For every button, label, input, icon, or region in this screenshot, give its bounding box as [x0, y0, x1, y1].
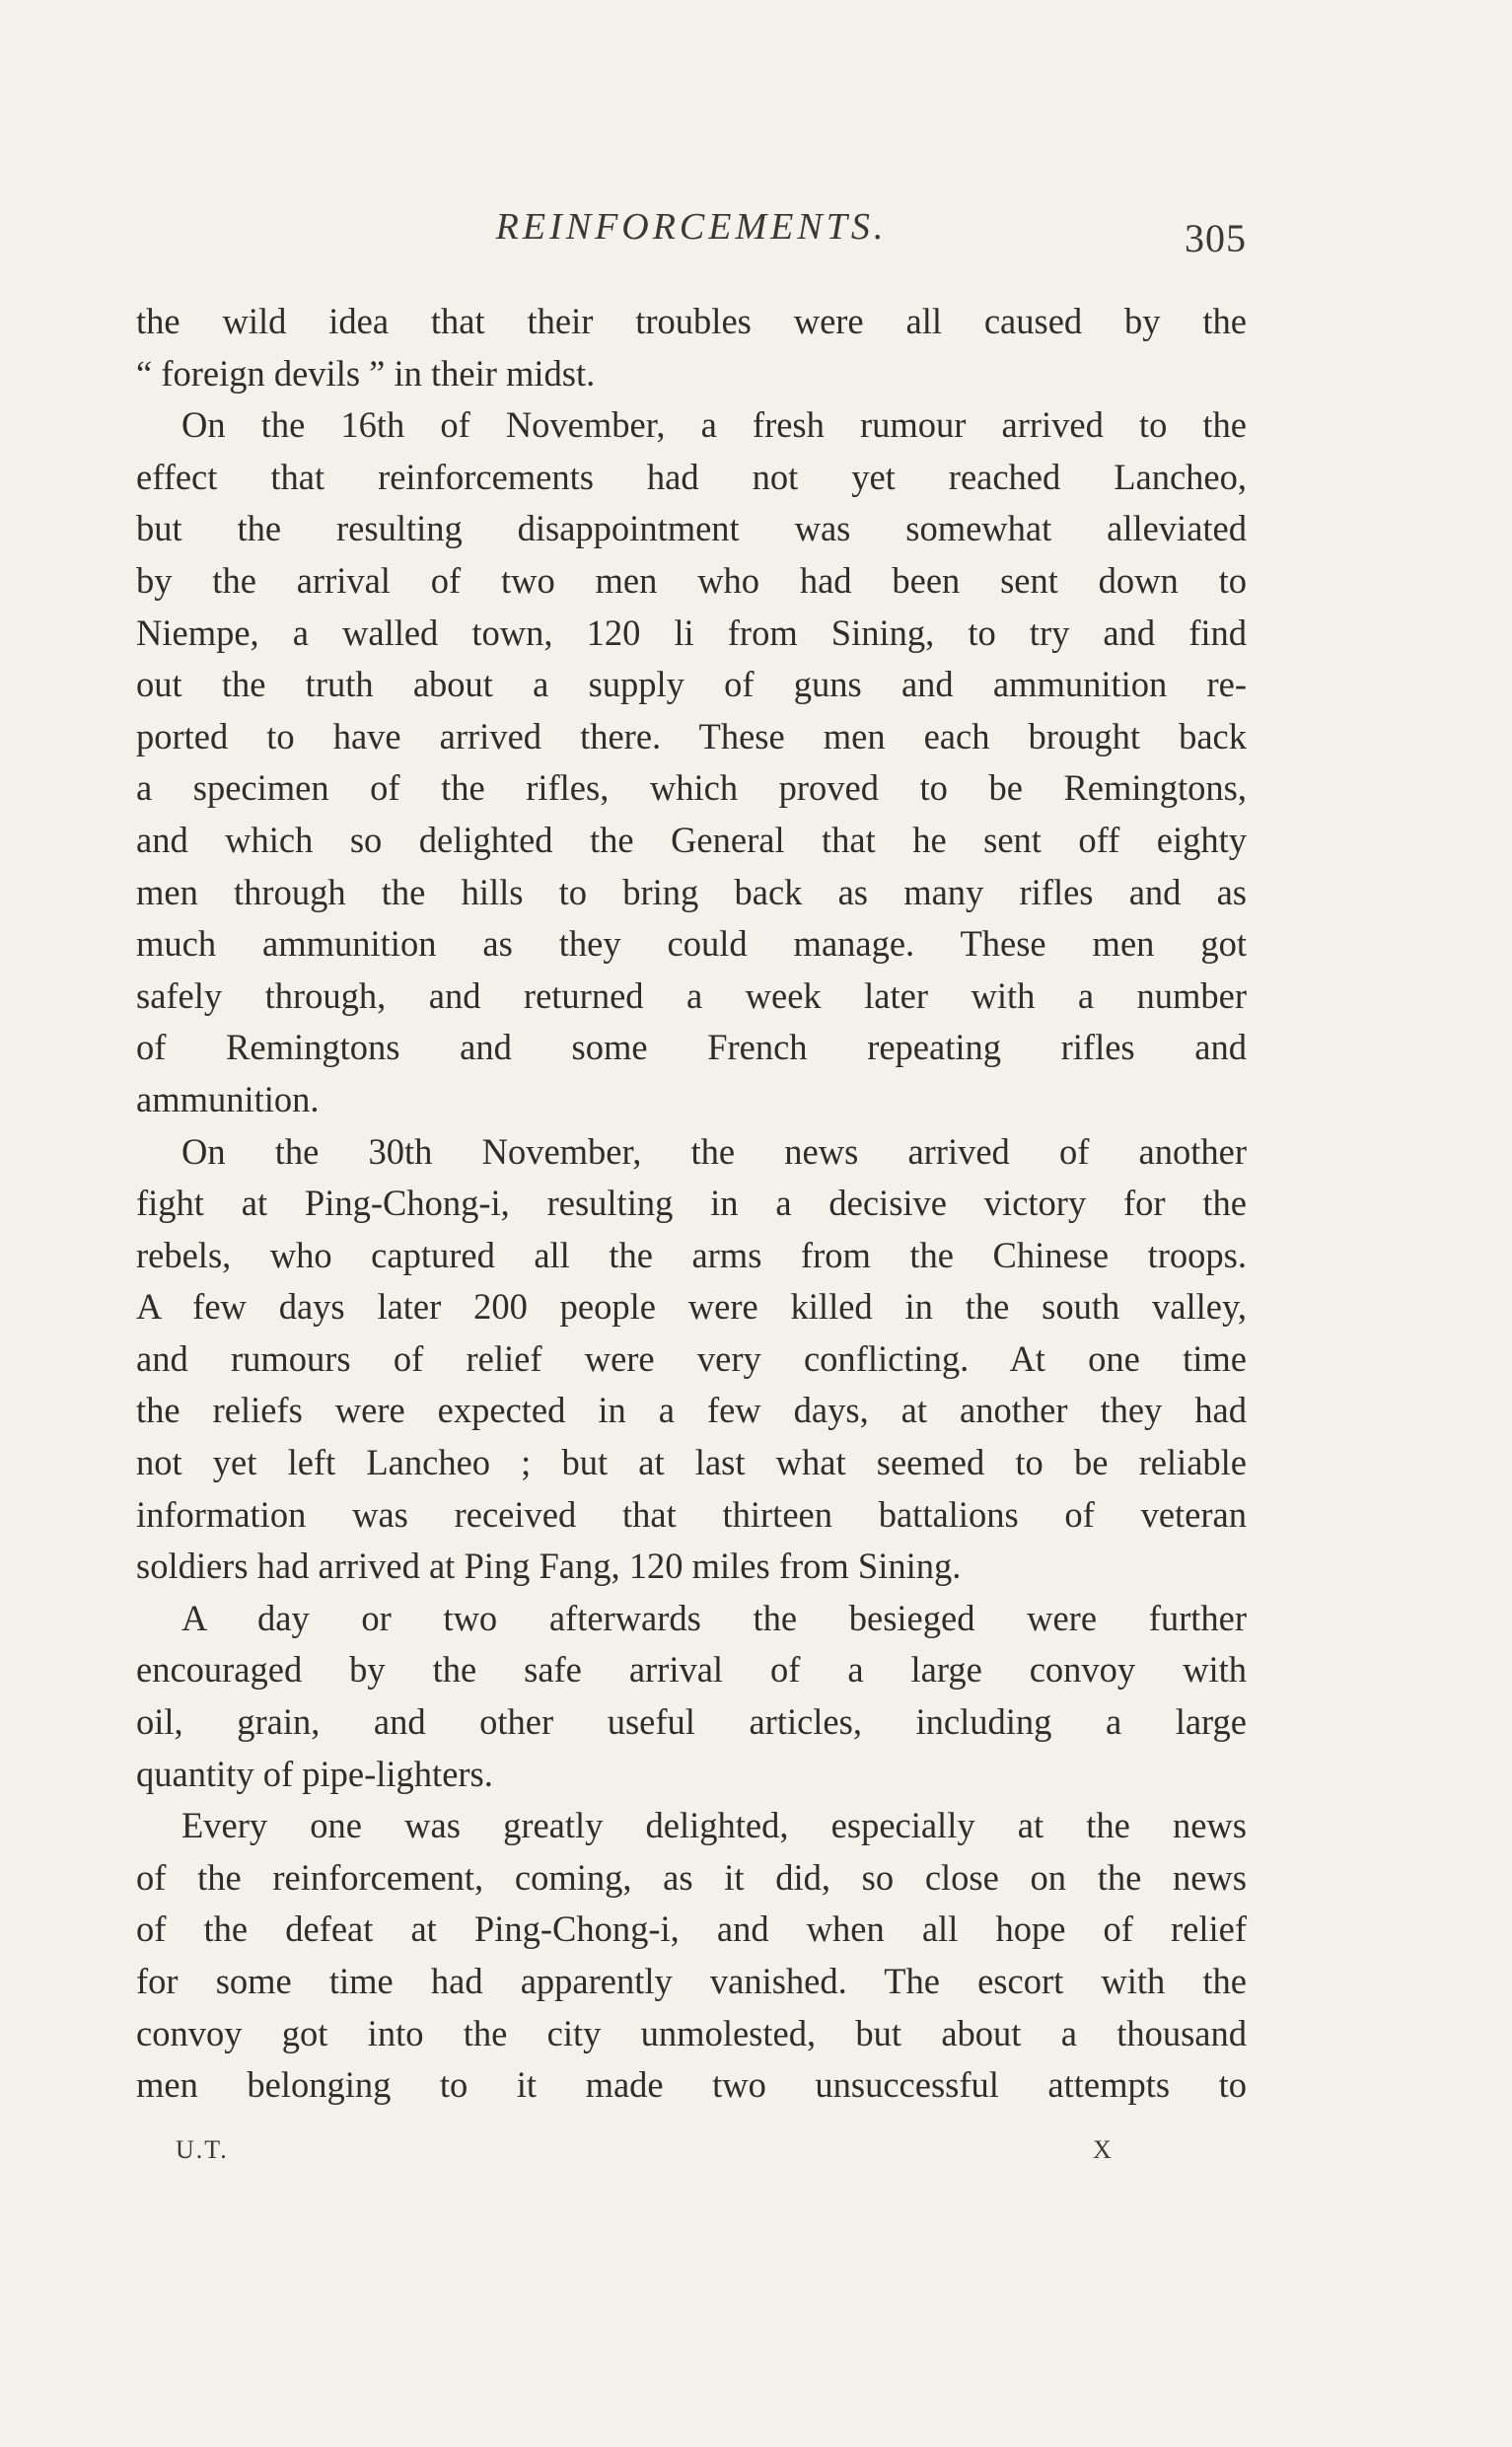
text-line: the reliefs were expected in a few days, at another they had: [136, 1390, 1247, 1431]
text-line: oil, grain, and other useful articles, including a large: [136, 1701, 1247, 1743]
text-line: ported to have arrived there. These men each brought back: [136, 715, 1247, 756]
text-line: by the arrival of two men who had been sent down to: [136, 559, 1247, 601]
text-line: A few days later 200 people were killed in the south valley,: [136, 1286, 1247, 1328]
text-line: of Remingtons and some French repeating rifles and: [136, 1027, 1247, 1068]
text-line: effect that reinforcements had not yet reached Lancheo,: [136, 456, 1247, 497]
text-line: soldiers had arrived at Ping Fang, 120 miles from Sining.: [136, 1546, 962, 1587]
text-line: quantity of pipe-lighters.: [136, 1753, 493, 1794]
text-line: and which so delighted the General that he sent off eighty: [136, 819, 1247, 860]
text-line: men through the hills to bring back as many rifles and as: [136, 871, 1247, 912]
running-head: [136, 205, 1247, 264]
text-line: “ foreign devils ” in their midst.: [136, 352, 596, 394]
text-line: Niempe, a walled town, 120 li from Sining, to try and find: [136, 612, 1247, 653]
text-line: men belonging to it made two unsuccessful attempts to: [136, 2064, 1247, 2106]
text-line: ammunition.: [136, 1078, 320, 1119]
text-line: and rumours of relief were very conflicting. At one time: [136, 1337, 1247, 1379]
signature-letter: X: [1093, 2135, 1112, 2164]
body-text: [136, 296, 1247, 2112]
text-line: but the resulting disappointment was somewhat alleviated: [136, 508, 1247, 549]
text-line: for some time had apparently vanished. The escort with the: [136, 1961, 1247, 2001]
text-line: safely through, and returned a week later with a number: [136, 974, 1247, 1016]
text-line: of the defeat at Ping-Chong-i, and when all hope of relief: [136, 1908, 1247, 1950]
text-line: encouraged by the safe arrival of a large convoy with: [136, 1649, 1247, 1691]
text-line: out the truth about a supply of guns and ammunition re-: [136, 664, 1247, 705]
text-line: fight at Ping-Chong-i, resulting in a decisive victory for the: [136, 1183, 1247, 1224]
paragraph-start-line: A day or two afterwards the besieged were further: [181, 1597, 1247, 1638]
paragraph-start-line: Every one was greatly delighted, especially at the news: [181, 1805, 1247, 1846]
text-line: the wild idea that their troubles were all caused by the: [136, 301, 1247, 341]
running-title: REINFORCEMENTS.: [495, 206, 888, 248]
text-line: much ammunition as they could manage. These men got: [136, 923, 1247, 965]
paragraph-start-line: On the 30th November, the news arrived of another: [181, 1130, 1247, 1172]
text-line: convoy got into the city unmolested, but about a thousand: [136, 2012, 1247, 2053]
signature-mark: U.T.: [176, 2135, 229, 2164]
page-number: 305: [1185, 216, 1247, 260]
paragraph-start-line: On the 16th of November, a fresh rumour arrived to the: [181, 404, 1247, 446]
text-line: not yet left Lancheo ; but at last what seemed to be reliable: [136, 1442, 1247, 1483]
text-line: rebels, who captured all the arms from the Chinese troops.: [136, 1234, 1247, 1275]
text-line: of the reinforcement, coming, as it did, so close on the news: [136, 1856, 1247, 1898]
text-line: a specimen of the rifles, which proved to be Remingtons,: [136, 767, 1247, 809]
text-line: information was received that thirteen battalions of veteran: [136, 1493, 1247, 1535]
